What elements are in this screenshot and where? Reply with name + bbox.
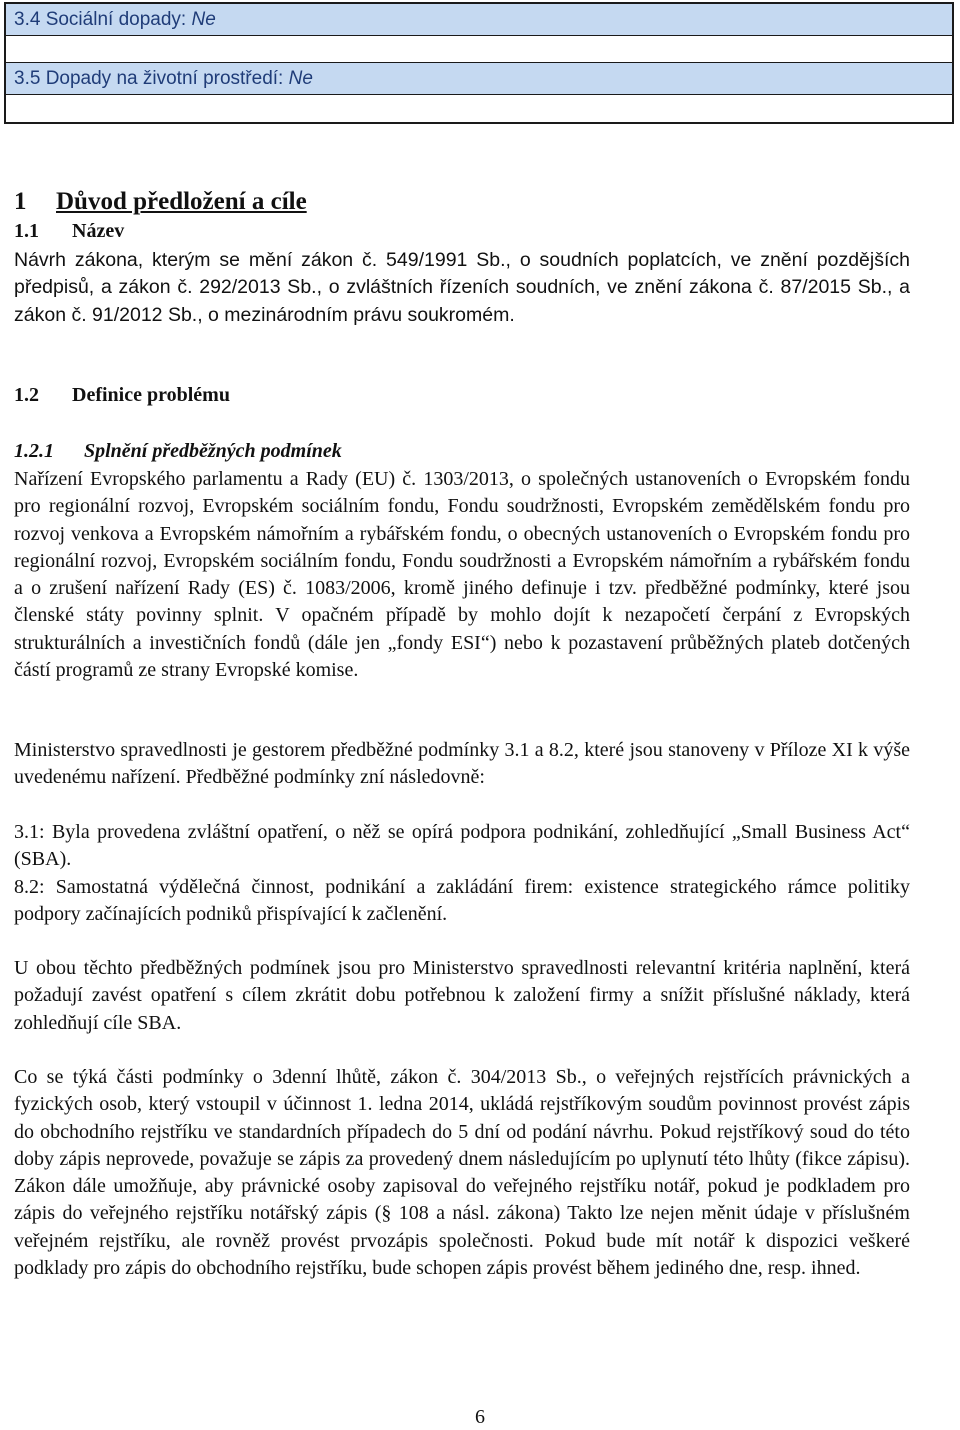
- social-impacts-label: 3.4 Sociální dopady: Ne: [14, 9, 216, 30]
- section-heading-1: 1 Důvod předložení a cíle: [14, 188, 307, 215]
- paragraph-regulation: Nařízení Evropského parlamentu a Rady (EU) č. 1303/2013, o společných ustanoveních o Evropském fondu pro regionální rozvoj, Evropském sociálním fondu, Fondu soudržnosti, Evropském zemědělském fondu pro rozvoj venkova a Evropském námořním a rybářském fondu, o obecných ustanoveních o Evropském fondu pro regionální rozvoj, Evropském sociálním fondu, Fondu soudržnosti a Evropském námořním a rybářském fondu a o zrušení nařízení Rady (ES) č. 1083/2006, kromě jiného definuje i tzv. předběžné podmínky, které jsou členské státy povinny splnit. V opačném případě by mohlo dojít k nezapočetí čerpání z Evropských strukturálních a investičních fondů (dále jen „fondy ESI“) nebo k pozastavení průběžných plateb dotčených částí programů ze strany Evropské komise.: [14, 468, 910, 682]
- table-row-empty: [6, 95, 952, 122]
- section-heading-1-2-1: 1.2.1 Splnění předběžných podmínek: [14, 440, 342, 462]
- paragraph-criteria: U obou těchto předběžných podmínek jsou pro Ministerstvo spravedlnosti relevantní kritéria naplnění, která požadují zavést opatření s cílem zkrátit dobu potřebnou k založení firmy a snížit příslušné náklady, která zohledňují cíle SBA.: [14, 957, 910, 1034]
- paragraph-conditions: 3.1: Byla provedena zvláštní opatření, o něž se opírá podpora podnikání, zohledňující „Small Business Act“ (SBA). 8.2: Samostatná výdělečná činnost, podnikání a zakládání firem: existence strategického rámce politiky podpory začínajících podniků přispívající k začlenění.: [14, 821, 910, 925]
- section-heading-1-1: 1.1 Název: [14, 220, 125, 242]
- page-number: 6: [475, 1406, 485, 1428]
- table-row-empty: [6, 36, 952, 63]
- table-row-social-impacts: [6, 4, 952, 36]
- impact-table: [4, 2, 954, 124]
- table-row-environment-impacts: [6, 63, 952, 95]
- section-heading-1-2: 1.2 Definice problému: [14, 384, 230, 406]
- environment-impacts-label: 3.5 Dopady na životní prostředí: Ne: [14, 68, 313, 89]
- title-paragraph: Návrh zákona, kterým se mění zákon č. 549/1991 Sb., o soudních poplatcích, ve znění pozdějších předpisů, a zákon č. 292/2013 Sb., o zvláštních řízeních soudních, ve znění zákona č. 87/2015 Sb., a zákon č. 91/2012 Sb., o mezinárodním právu soukromém.: [14, 249, 910, 326]
- paragraph-ministry: Ministerstvo spravedlnosti je gestorem předběžné podmínky 3.1 a 8.2, které jsou stanoveny v Příloze XI k výše uvedenému nařízení. Předběžné podmínky zní následovně:: [14, 739, 910, 789]
- paragraph-registry: Co se týká části podmínky o 3denní lhůtě, zákon č. 304/2013 Sb., o veřejných rejstřících právnických a fyzických osob, který vstoupil v účinnost 1. ledna 2014, ukládá rejstříkovým soudům povinnost provést zápis do obchodního rejstříku ve standardních případech do 5 dní od podání návrhu. Pokud rejstříkový soud do této doby zápis neprovede, považuje se zápis za provedený dnem následujícím po uplynutí této lhůty (fikce zápisu). Zákon dále umožňuje, aby právnické osoby zapisoval do veřejného rejstříku notář, pokud je podkladem pro zápis do veřejného rejstříku notářský zápis (§ 108 a násl. zákona) Takto lze nejen měnit údaje v příslušném veřejném rejstříku, ale rovněž provést prvozápis společnosti. Pokud bude mít notář k dispozici veškeré podklady pro zápis do obchodního rejstříku, bude schopen zápis provést během jediného dne, resp. ihned.: [14, 1066, 910, 1280]
